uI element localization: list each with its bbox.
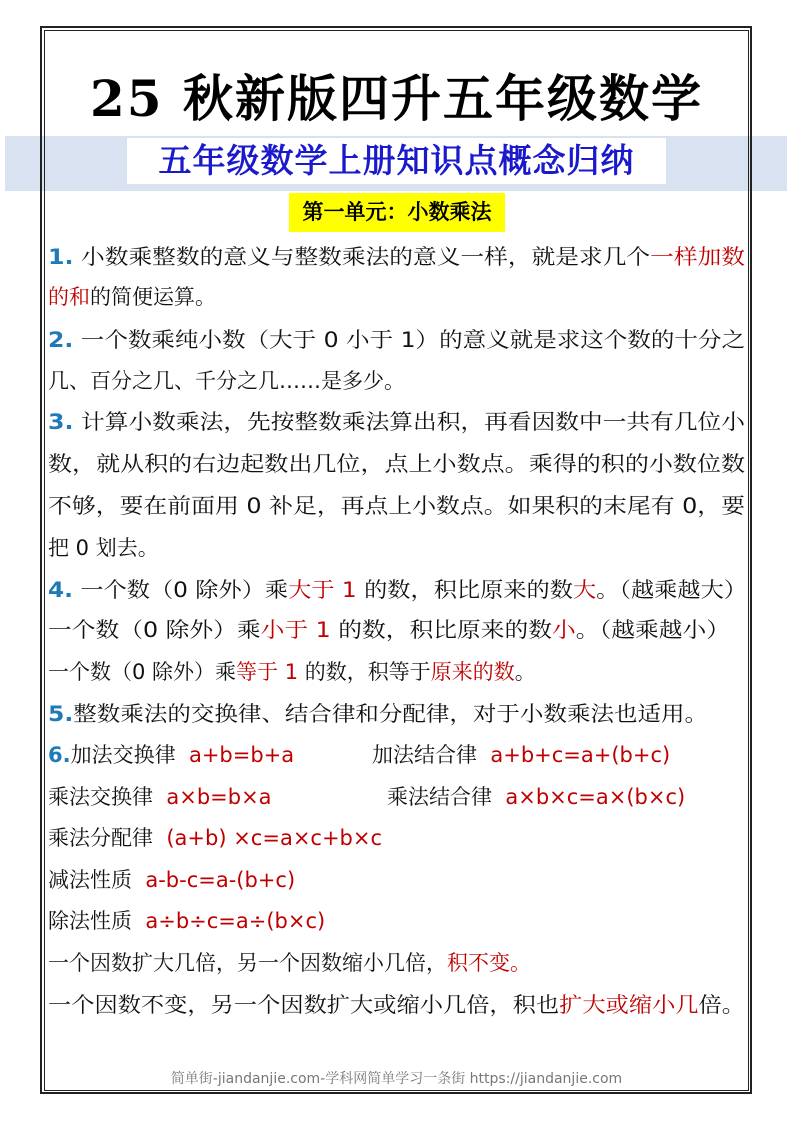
law-name: 加法交换律 [70,743,176,767]
fit [48,615,730,645]
text: 小数乘整数的意义与整数乘法的意义一样，就是求几个 [73,245,651,269]
law-name: 加法结合律 [372,743,477,767]
point-4-line-3 [48,657,536,687]
text: 的简便运算。 [90,285,216,309]
text: 的数，积比原来的数 [356,578,573,602]
fit [48,242,745,272]
text: 倍。 [698,993,745,1017]
highlight-text: 积不变。 [447,951,531,975]
text: 数，就从积的右边起数出几位，点上小数点。乘得的积的小数位数 [48,452,745,476]
unit-heading: 第一单元：小数乘法 [289,193,505,232]
highlight-text: 的和 [48,285,90,309]
point-3-line-2 [48,449,745,479]
text: 的数，积比原来的数 [330,618,552,642]
text: 。 [514,660,536,684]
point-4-line-2 [48,615,730,645]
point-4-line-1 [48,575,747,605]
point-number: 2. [48,328,74,352]
fit [48,699,708,729]
text: 把 0 划去。 [48,536,159,560]
point-6-line-5 [48,906,325,936]
highlight-text: 小于 1 [260,618,331,642]
law-formula: a+b=b+a [188,743,295,767]
footer-watermark: 简单街-jiandanjie.com-学科网简单学习一条街 https://jiandanjie.com [170,1071,623,1087]
text: 一个数（0 除外）乘 [48,660,237,684]
point-3-line-4 [48,533,159,563]
highlight-text: 大于 1 [288,578,357,602]
point-number: 6. [48,743,71,767]
highlight-text: 原来的数 [430,660,515,684]
text: 一个数（0 除外）乘 [48,618,261,642]
point-6-line-1 [48,740,294,770]
text: 一个数（0 除外）乘 [72,578,289,602]
point-7-line-1 [48,948,531,978]
law-formula: a-b-c=a-(b+c) [145,868,296,892]
highlight-text: 小 [551,618,576,642]
point-1-line-1 [48,242,745,272]
law-formula: (a+b) ×c=a×c+b×c [166,826,383,850]
point-number: 1. [48,245,74,269]
text: 一个因数扩大几倍，另一个因数缩小几倍， [48,951,447,975]
law-name: 除法性质 [48,909,132,933]
law-formula: a×b=b×a [166,785,272,809]
highlight-text: 扩大或缩小几 [559,993,699,1017]
law-name: 乘法结合律 [387,785,492,809]
page-title: 25 秋新版四升五年级数学 [90,69,703,128]
fit [48,325,745,355]
text: 整数乘法的交换律、结合律和分配律，对于小数乘法也适用。 [73,702,709,726]
law-name: 减法性质 [48,868,132,892]
point-number: 5. [48,702,74,726]
text: 几、百分之几、千分之几……是多少。 [48,369,405,393]
highlight-text: 一样加数 [650,245,745,269]
point-1-line-2 [48,282,216,312]
point-5-line [48,699,709,729]
text: 一个数乘纯小数（大于 0 小于 1）的意义就是求这个数的十分之 [73,328,745,352]
law-name: 乘法交换律 [48,785,153,809]
point-3-line-3 [48,491,745,521]
point-number: 3. [48,410,74,434]
law-formula: a+b+c=a+(b+c) [490,743,671,767]
fit [48,990,745,1020]
text: 不够，要在前面用 0 补足，再点上小数点。如果积的末尾有 0，要 [48,494,745,518]
text: 一个因数不变，另一个因数扩大或缩小几倍，积也 [48,993,560,1017]
point-6-line-2-right [387,782,685,812]
text: 。（越乘越大） [596,578,747,602]
text: 的数，积等于 [298,660,431,684]
point-6-line-2 [48,782,272,812]
page-subtitle: 五年级数学上册知识点概念归纳 [127,138,666,184]
point-6-line-3 [48,823,382,853]
point-2-line-2 [48,366,405,396]
point-2-line-1 [48,325,745,355]
point-6-line-1-right [372,740,670,770]
fit [48,575,747,605]
text: 。（越乘越小） [575,618,730,642]
text: 计算小数乘法，先按整数乘法算出积，再看因数中一共有几位小 [73,410,746,434]
fit [48,491,745,521]
highlight-text: 等于 1 [236,660,299,684]
fit [48,407,745,437]
law-formula: a×b×c=a×(b×c) [505,785,686,809]
highlight-text: 大 [572,578,597,602]
point-3-line-1 [48,407,746,437]
point-6-line-4 [48,865,295,895]
fit [48,449,745,479]
law-formula: a÷b÷c=a÷(b×c) [145,909,326,933]
point-number: 4. [48,578,73,602]
point-7-line-2 [48,990,745,1020]
law-name: 乘法分配律 [48,826,153,850]
